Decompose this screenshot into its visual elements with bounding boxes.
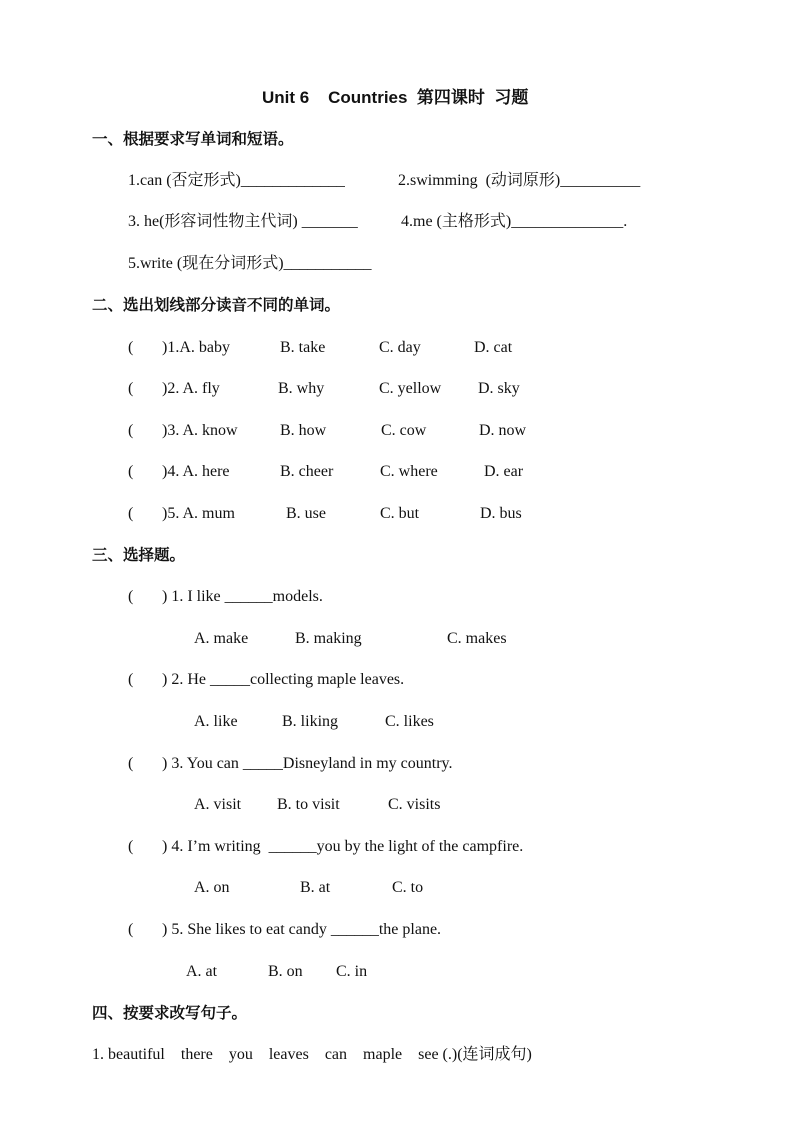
option-c: C. likes [385, 713, 434, 730]
answer-bracket[interactable]: ( [128, 671, 134, 688]
option-a: A. make [194, 630, 249, 647]
option-b: B. to visit [277, 796, 340, 813]
question-stem: ) 2. He _____collecting maple leaves. [162, 671, 405, 688]
option-b: B. making [295, 630, 362, 647]
answer-bracket[interactable]: ( [128, 422, 134, 439]
option-b: B. how [280, 422, 327, 439]
question-number: )2. A. fly [162, 380, 220, 397]
question-number: )3. A. know [162, 422, 238, 439]
option-b: B. why [278, 380, 325, 397]
section-2-heading: 二、选出划线部分读音不同的单词。 [92, 296, 341, 314]
option-c: C. cow [381, 422, 427, 439]
option-b: B. cheer [280, 463, 334, 480]
s1-item-5: 5.write (现在分词形式)___________ [128, 255, 372, 272]
s1-item-1: 1.can (否定形式)_____________ [128, 172, 345, 189]
question-stem: ) 5. She likes to eat candy ______the plane. [162, 921, 442, 938]
option-c: C. where [380, 463, 438, 480]
option-c: C. but [380, 505, 420, 522]
s1-item-2: 2.swimming (动词原形)__________ [398, 172, 641, 189]
question-stem: ) 3. You can _____Disneyland in my country. [162, 755, 453, 772]
option-c: C. makes [447, 630, 507, 647]
section-4-heading: 四、按要求改写句子。 [92, 1004, 248, 1022]
s1-item-3: 3. he(形容词性物主代词) _______ [128, 213, 358, 230]
option-a: A. at [186, 963, 218, 980]
option-d: D. sky [478, 380, 520, 397]
section-1-heading: 一、根据要求写单词和短语。 [92, 130, 294, 148]
option-d: D. cat [474, 339, 513, 356]
question-stem: ) 1. I like ______models. [162, 588, 323, 605]
answer-bracket[interactable]: ( [128, 921, 134, 938]
option-d: D. bus [480, 505, 522, 522]
option-b: B. liking [282, 713, 339, 730]
answer-bracket[interactable]: ( [128, 755, 134, 772]
answer-bracket[interactable]: ( [128, 380, 134, 397]
question-number: )1.A. baby [162, 339, 230, 356]
question-stem: ) 4. I’m writing ______you by the light of the campfire. [162, 838, 524, 855]
option-a: A. like [194, 713, 238, 730]
section-3-heading: 三、选择题。 [92, 546, 186, 564]
option-d: D. now [479, 422, 527, 439]
answer-bracket[interactable]: ( [128, 588, 134, 605]
option-d: D. ear [484, 463, 524, 480]
option-c: C. day [379, 339, 421, 356]
answer-bracket[interactable]: ( [128, 838, 134, 855]
answer-bracket[interactable]: ( [128, 463, 134, 480]
question-number: )5. A. mum [162, 505, 235, 522]
option-b: B. at [300, 879, 331, 896]
option-b: B. on [268, 963, 303, 980]
option-c: C. yellow [379, 380, 442, 397]
s1-item-4: 4.me (主格形式)______________. [401, 213, 628, 230]
option-b: B. take [280, 339, 326, 356]
answer-bracket[interactable]: ( [128, 339, 134, 356]
option-a: A. on [194, 879, 230, 896]
page-title: Unit 6 Countries 第四课时 习题 [262, 88, 529, 107]
option-c: C. visits [388, 796, 441, 813]
option-b: B. use [286, 505, 326, 522]
s4-item-1: 1. beautiful there you leaves can maple see (.)(连词成句) [92, 1046, 532, 1063]
answer-bracket[interactable]: ( [128, 505, 134, 522]
option-a: A. visit [194, 796, 242, 813]
question-number: )4. A. here [162, 463, 230, 480]
option-c: C. to [392, 879, 424, 896]
option-c: C. in [336, 963, 368, 980]
